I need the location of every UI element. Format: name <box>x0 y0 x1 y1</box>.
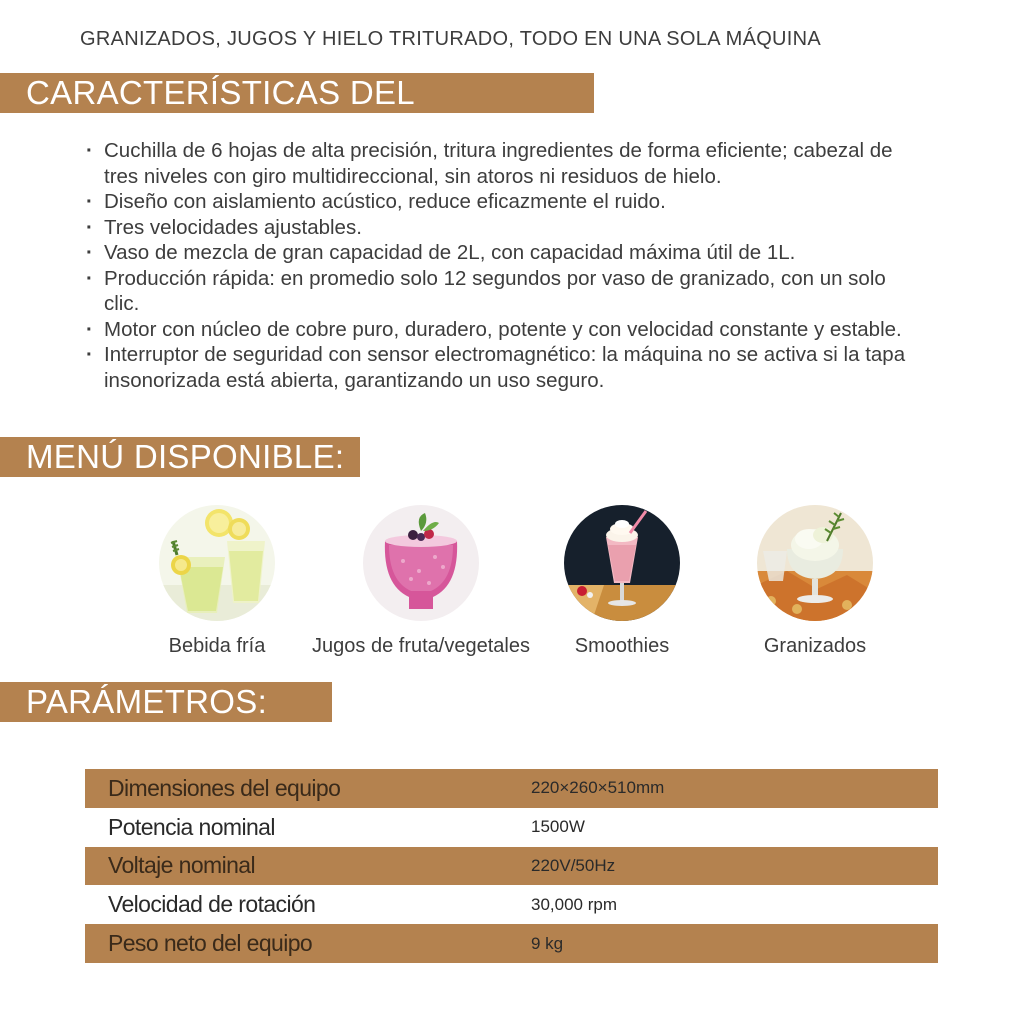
lemonade-glass-photo <box>159 505 275 621</box>
menu-caption: Jugos de fruta/vegetales <box>312 635 530 657</box>
milkshake-photo <box>564 505 680 621</box>
feature-item: · Interruptor de seguridad con sensor electromagnético: la máquina no se activa si la tapa insonorizada está abierta, garantizando un uso seguro. <box>86 342 916 393</box>
feature-item: · Tres velocidades ajustables. <box>86 215 916 241</box>
param-name: Potencia nominal <box>108 813 275 840</box>
berry-smoothie-photo <box>363 505 479 621</box>
param-name: Dimensiones del equipo <box>108 774 341 801</box>
table-row <box>85 808 938 847</box>
menu-caption: Granizados <box>763 635 867 657</box>
menu-caption: Smoothies <box>574 635 670 657</box>
table-row <box>85 885 938 924</box>
menu-section-title: MENÚ DISPONIBLE: <box>0 437 360 477</box>
feature-item: · Producción rápida: en promedio solo 12 segundos por vaso de granizado, con un solo clic. <box>86 266 916 317</box>
param-value: 1500W <box>531 817 585 837</box>
table-row <box>85 769 938 808</box>
table-row <box>85 847 938 886</box>
param-value: 30,000 rpm <box>531 894 617 914</box>
param-value: 220×260×510mm <box>531 778 665 798</box>
features-section-title: CARACTERÍSTICAS DEL PRODUCTO: <box>0 73 594 113</box>
menu-item-granizados <box>695 505 935 658</box>
feature-item: · Vaso de mezcla de gran capacidad de 2L, con capacidad máxima útil de 1L. <box>86 240 916 266</box>
table-row <box>85 924 938 963</box>
param-name: Velocidad de rotación <box>108 891 316 918</box>
page-tagline: GRANIZADOS, JUGOS Y HIELO TRITURADO, TODO EN UNA SOLA MÁQUINA <box>80 28 822 50</box>
feature-item: · Diseño con aislamiento acústico, reduce eficazmente el ruido. <box>86 189 916 215</box>
param-value: 9 kg <box>531 933 564 953</box>
shaved-ice-photo <box>757 505 873 621</box>
param-name: Voltaje nominal <box>108 852 255 879</box>
params-section-title: PARÁMETROS: <box>0 682 332 722</box>
parameters-table <box>85 769 938 963</box>
feature-item: · Cuchilla de 6 hojas de alta precisión, tritura ingredientes de forma eficiente; cabezal de tres niveles con giro multidireccional, sin atoros ni residuos de hielo. <box>86 138 916 189</box>
feature-item: · Motor con núcleo de cobre puro, duradero, potente y con velocidad constante y estable. <box>86 317 916 343</box>
param-value: 220V/50Hz <box>531 855 616 875</box>
menu-caption: Bebida fría <box>168 635 266 657</box>
features-list <box>86 138 916 393</box>
param-name: Peso neto del equipo <box>108 930 313 957</box>
